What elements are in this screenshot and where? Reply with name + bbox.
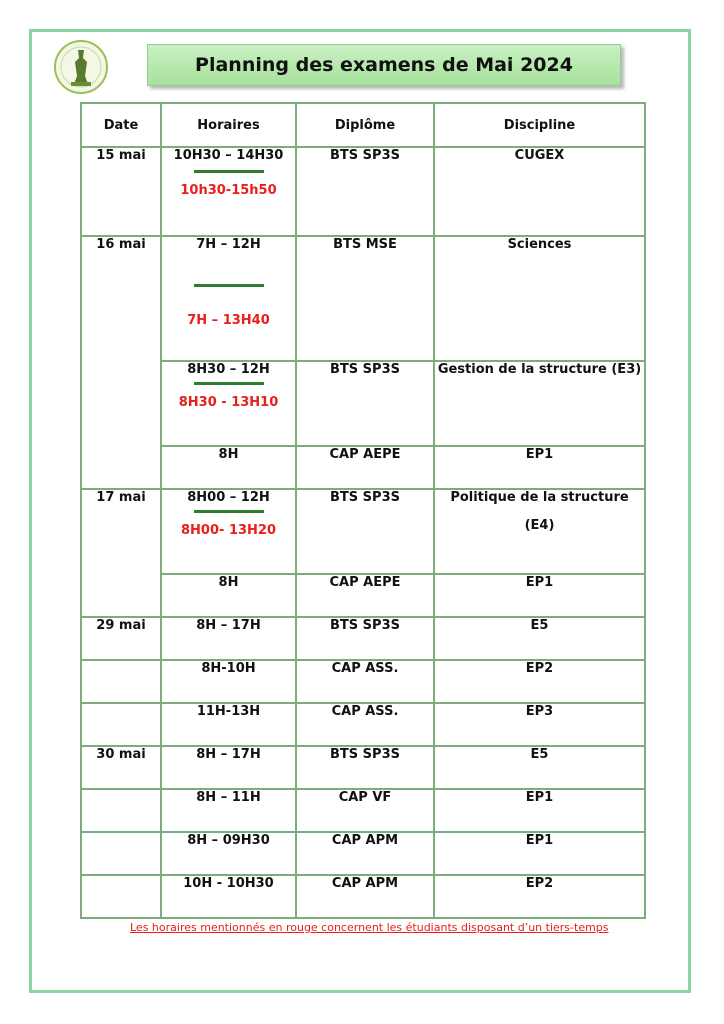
discipline-cell: Sciences [434,236,645,361]
table-row [81,147,645,236]
horaire-tiers-temps: 8H00- 13H20 [181,523,276,538]
table-row [81,489,645,574]
discipline-cell: EP3 [434,703,645,746]
date-cell [81,875,161,918]
diplome-cell: BTS MSE [296,236,434,361]
discipline-cell: EP2 [434,875,645,918]
diplome-cell: CAP VF [296,789,434,832]
horaire-cell: 8H-10H [161,660,296,703]
table-row [81,236,645,361]
horaire-cell: 8H [161,446,296,489]
table-row [81,746,645,789]
date-cell [81,832,161,875]
diplome-cell: BTS SP3S [296,746,434,789]
horaire: 10H30 – 14H30 [173,148,284,163]
horaire-cell: 10H - 10H30 [161,875,296,918]
school-logo [52,38,110,96]
header-discipline: Discipline [434,103,645,147]
separator-bar [194,170,264,173]
date-cell [81,789,161,832]
discipline-cell: E5 [434,617,645,660]
date-cell: 15 mai [81,147,161,236]
discipline-cell [434,489,645,574]
table-row [81,446,645,489]
table-row [81,875,645,918]
table-header-row [81,103,645,147]
horaire: 8H00 – 12H [187,490,270,505]
exam-schedule-table [80,102,646,919]
horaire-cell: 8H – 17H [161,746,296,789]
horaire-cell [161,361,296,446]
horaire-cell: 8H – 17H [161,617,296,660]
horaire-cell [161,489,296,574]
diplome-cell: CAP APM [296,875,434,918]
discipline-cell: EP2 [434,660,645,703]
title-banner [147,44,621,86]
discipline-cell: EP1 [434,574,645,617]
horaire-cell [161,147,296,236]
header-horaires: Horaires [161,103,296,147]
page-title: Planning des examens de Mai 2024 [195,54,573,76]
table-row [81,361,645,446]
table-row [81,574,645,617]
separator-bar [194,382,264,385]
horaire-cell: 8H [161,574,296,617]
discipline-cell: EP1 [434,789,645,832]
discipline-cell: EP1 [434,832,645,875]
horaire-cell [161,236,296,361]
table-row [81,703,645,746]
diplome-cell: CAP ASS. [296,660,434,703]
date-cell: 30 mai [81,746,161,789]
discipline-cell: Gestion de la structure (E3) [434,361,645,446]
tiers-temps-footnote: Les horaires mentionnés en rouge concernent les étudiants disposant d’un tiers-temps [130,921,609,934]
discipline-cell: E5 [434,746,645,789]
date-cell: 16 mai [81,236,161,489]
date-cell [81,703,161,746]
discipline-line: (E4) [524,518,555,533]
separator-bar [194,510,264,513]
date-cell: 29 mai [81,617,161,660]
separator-bar [194,284,264,287]
diplome-cell: CAP APM [296,832,434,875]
horaire-cell: 11H-13H [161,703,296,746]
table-row [81,832,645,875]
horaire: 8H30 – 12H [187,362,270,377]
date-cell: 17 mai [81,489,161,617]
table-row [81,617,645,660]
horaire-tiers-temps: 8H30 - 13H10 [178,395,279,410]
horaire-tiers-temps: 7H – 13H40 [187,313,270,328]
header-diplome: Diplôme [296,103,434,147]
diplome-cell: CAP AEPE [296,446,434,489]
diplome-cell: BTS SP3S [296,617,434,660]
header-date: Date [81,103,161,147]
diplome-cell: CAP ASS. [296,703,434,746]
discipline-cell: CUGEX [434,147,645,236]
diplome-cell: BTS SP3S [296,489,434,574]
table-row [81,789,645,832]
discipline-cell: EP1 [434,446,645,489]
date-cell [81,660,161,703]
horaire: 7H – 12H [196,237,261,252]
horaire-cell: 8H – 09H30 [161,832,296,875]
diplome-cell: BTS SP3S [296,361,434,446]
discipline-line: Politique de la structure [450,490,629,505]
table-row [81,660,645,703]
horaire-cell: 8H – 11H [161,789,296,832]
diplome-cell: BTS SP3S [296,147,434,236]
diplome-cell: CAP AEPE [296,574,434,617]
horaire-tiers-temps: 10h30-15h50 [180,183,277,198]
